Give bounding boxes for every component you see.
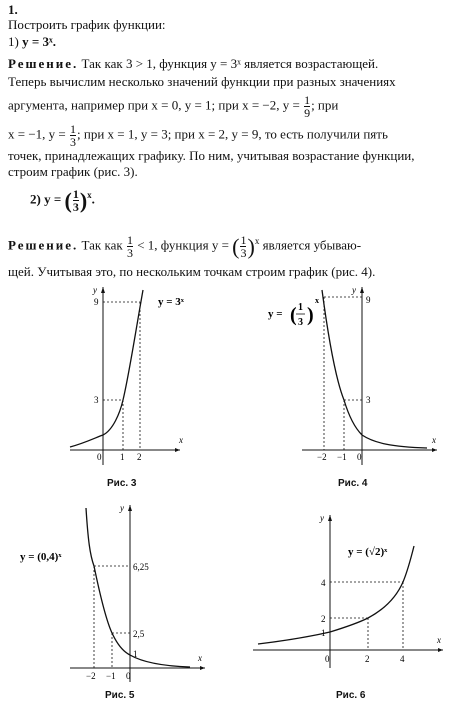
x-label: x bbox=[198, 653, 202, 663]
func-label-04x: y = (0,4)ˣ bbox=[20, 551, 62, 563]
solution1-line4 bbox=[8, 123, 388, 148]
tick-x-2: 2 bbox=[365, 654, 370, 664]
problem-number: 1. bbox=[8, 2, 18, 17]
x-label: x bbox=[432, 435, 436, 445]
figure-4 bbox=[262, 285, 442, 470]
y-label: y bbox=[93, 285, 97, 295]
y-arrow bbox=[101, 287, 105, 293]
solution1-line5: точек, принадлежащих графику. По ним, учитывая возрастание функции, bbox=[8, 148, 415, 163]
solution1-line1 bbox=[8, 56, 378, 71]
tick-x-m2: −2 bbox=[317, 452, 327, 462]
svg-text:3: 3 bbox=[298, 317, 303, 328]
tick-y-3: 3 bbox=[366, 395, 371, 405]
solution2-text1b: < 1, функция y = bbox=[137, 237, 229, 253]
y-label: y bbox=[120, 503, 124, 513]
caption-fig5: Рис. 5 bbox=[105, 690, 135, 701]
x-arrow bbox=[438, 648, 443, 652]
svg-text:): ) bbox=[307, 304, 314, 326]
figure-6 bbox=[248, 510, 448, 675]
solution1-line2: Теперь вычислим несколько значений функции при разных значениях bbox=[8, 74, 396, 89]
tick-y-3: 3 bbox=[94, 395, 99, 405]
x-arrow bbox=[432, 448, 437, 452]
tick-x-0: 0 bbox=[97, 452, 102, 462]
solution1-text4b: ; при x = 1, y = 3; при x = 2, y = 9, то есть получили пять bbox=[77, 126, 388, 142]
problem-heading: Построить график функции: bbox=[8, 17, 166, 32]
tick-x-0: 0 bbox=[325, 654, 330, 664]
tick-y-2: 2 bbox=[321, 614, 326, 624]
svg-text:(: ( bbox=[290, 304, 297, 326]
svg-text:y =: y = bbox=[268, 308, 283, 320]
solution1-line3 bbox=[8, 94, 338, 119]
tick-x-0: 0 bbox=[357, 452, 362, 462]
caption-fig6: Рис. 6 bbox=[336, 690, 366, 701]
x-label: x bbox=[179, 435, 183, 445]
curve-04x bbox=[86, 508, 190, 667]
solution2-text1c: является убываю- bbox=[262, 237, 362, 253]
y-label: y bbox=[320, 513, 324, 523]
tick-y-25: 2,5 bbox=[133, 629, 145, 639]
y-arrow bbox=[128, 505, 132, 511]
curve-sqrt2x bbox=[258, 546, 414, 644]
tick-x-4: 4 bbox=[400, 654, 405, 664]
svg-text:x: x bbox=[315, 296, 319, 305]
item-1 bbox=[8, 34, 56, 49]
svg-text:1: 1 bbox=[298, 302, 303, 313]
func-label-one-third-x bbox=[268, 296, 319, 328]
solution1-text3a: аргумента, например при x = 0, y = 1; при x = −2, y = bbox=[8, 97, 300, 113]
caption-fig3: Рис. 3 bbox=[107, 478, 137, 489]
y-arrow bbox=[360, 287, 364, 293]
tick-x-2: 2 bbox=[137, 452, 142, 462]
x-label: x bbox=[437, 635, 441, 645]
tick-y-9: 9 bbox=[94, 297, 99, 307]
item-1-formula: y = 3ˣ. bbox=[22, 34, 56, 49]
solution2-line1: Решение. Так как $\frac{1}{3}$ < 1, функция y = ( $\frac{1}{3}$ )$^x$ является убываю- bbox=[8, 233, 362, 260]
solution1-text4a: x = −1, y = bbox=[8, 126, 66, 142]
tick-y-9: 9 bbox=[366, 295, 371, 305]
y-label: y bbox=[352, 285, 356, 295]
tick-x-m2: −2 bbox=[86, 671, 96, 681]
item-2: 2) y = ( $\frac{1}{3}$ )$^x$. bbox=[30, 187, 95, 214]
caption-fig4: Рис. 4 bbox=[338, 478, 368, 489]
curve-one-third-x bbox=[322, 290, 427, 448]
solution2-line2: щей. Учитывая это, по нескольким точкам строим график (рис. 4). bbox=[8, 264, 376, 279]
func-label-3x: y = 3ˣ bbox=[158, 296, 184, 308]
tick-y-4: 4 bbox=[321, 578, 326, 588]
x-arrow bbox=[175, 448, 180, 452]
curve-3x bbox=[70, 290, 143, 447]
tick-y-625: 6,25 bbox=[133, 562, 149, 572]
tick-x-0: 0 bbox=[126, 671, 131, 681]
solution1-word: Решение. bbox=[8, 56, 79, 71]
figure-3 bbox=[65, 285, 185, 470]
fraction-one-third: $\frac{1}{3}$ bbox=[70, 122, 76, 149]
tick-y-1: 1 bbox=[133, 649, 138, 659]
solution1-text3b: ; при bbox=[311, 97, 339, 113]
func-label-sqrt2x: y = (√2)ˣ bbox=[348, 546, 388, 558]
item-2-label: 2) y = bbox=[30, 191, 62, 207]
y-arrow bbox=[328, 515, 332, 521]
tick-x-m1: −1 bbox=[337, 452, 347, 462]
item-1-label: 1) bbox=[8, 34, 19, 49]
figure-5 bbox=[10, 500, 210, 685]
solution1-line6: строим график (рис. 3). bbox=[8, 164, 138, 179]
solution2-text1a: Так как bbox=[81, 237, 123, 253]
tick-y-1: 1 bbox=[321, 628, 326, 638]
tick-x-m1: −1 bbox=[106, 671, 116, 681]
x-arrow bbox=[200, 666, 205, 670]
solution2-word: Решение. bbox=[8, 237, 79, 253]
tick-x-1: 1 bbox=[120, 452, 125, 462]
fraction-one-ninth: $\frac{1}{9}$ bbox=[304, 93, 311, 120]
solution1-text1: Так как 3 > 1, функция y = 3ˣ является возрастающей. bbox=[81, 56, 379, 71]
